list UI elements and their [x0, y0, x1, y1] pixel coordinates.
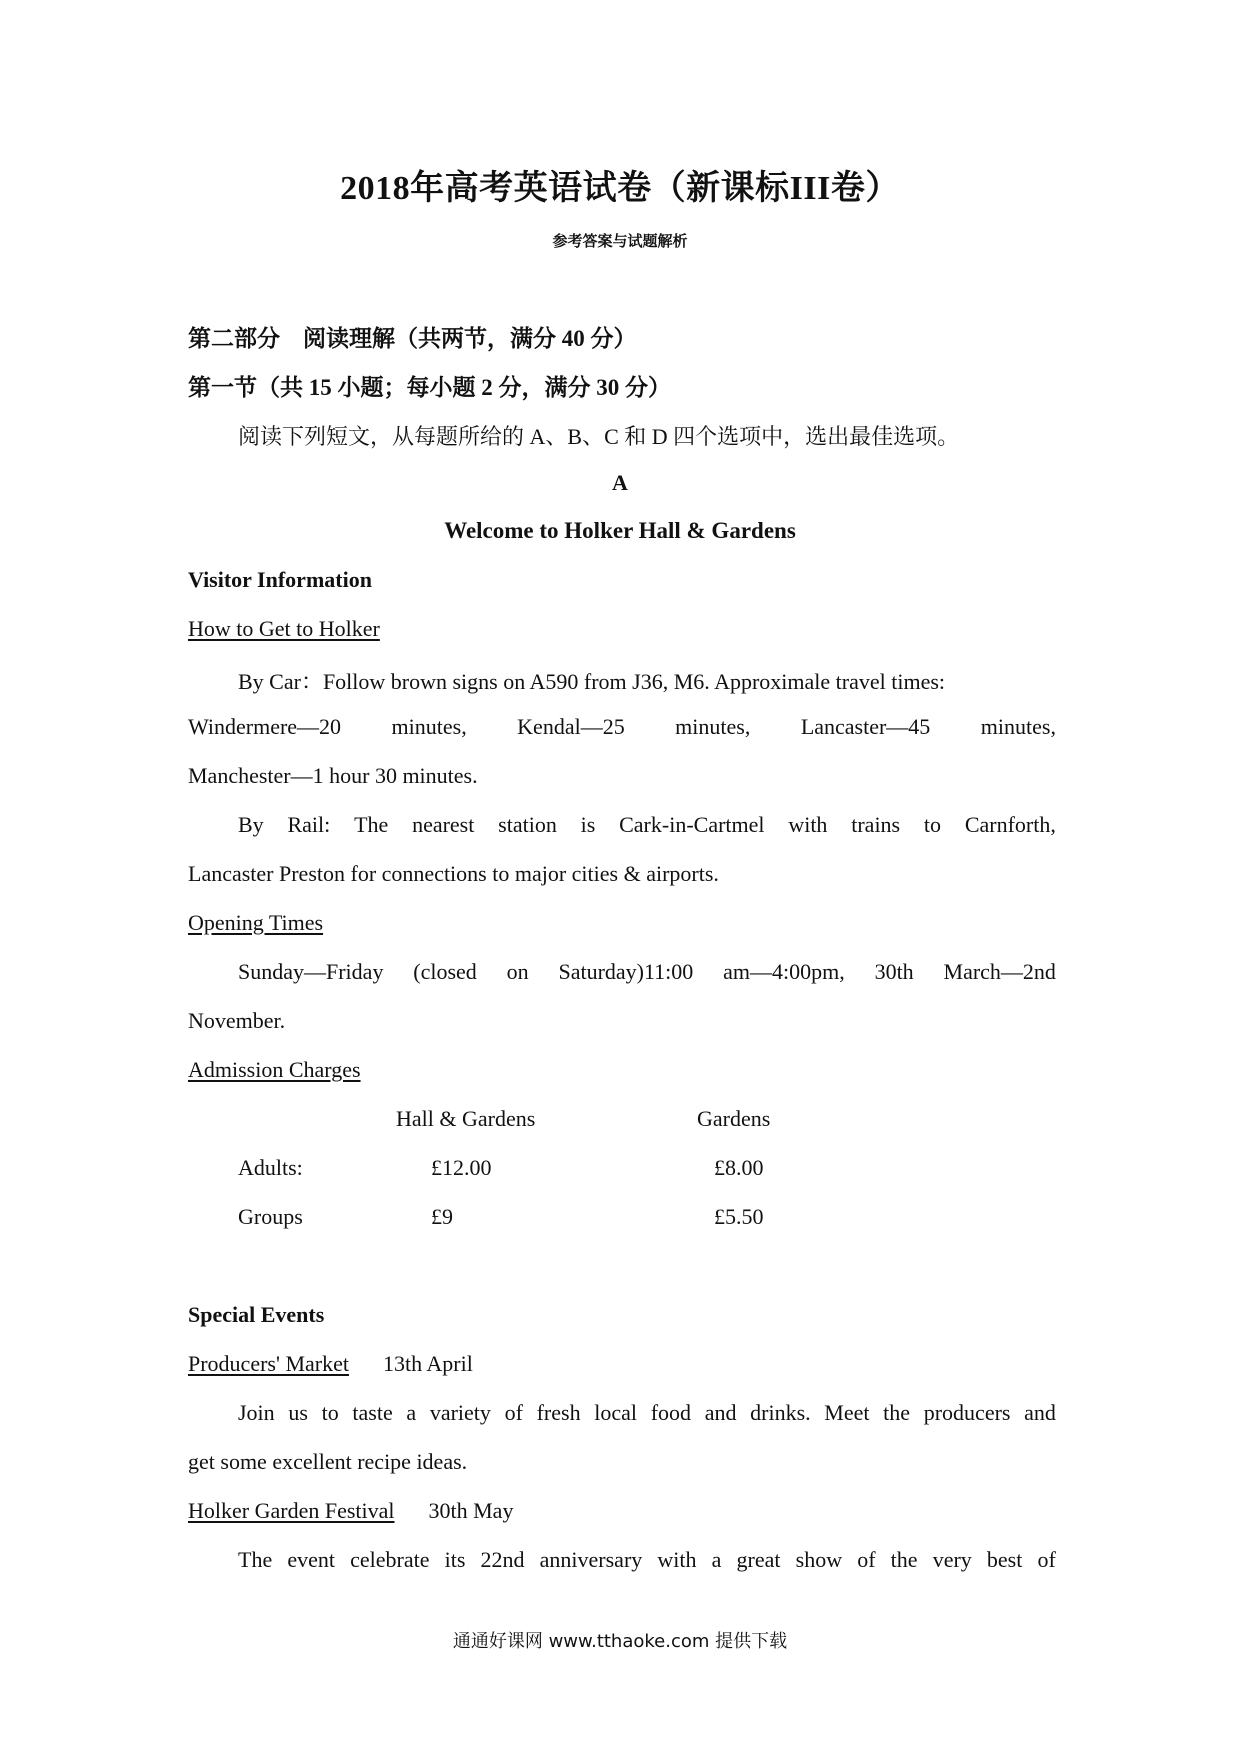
- how-to-get-heading: How to Get to Holker: [188, 616, 380, 641]
- word: to: [321, 1400, 339, 1425]
- word: a: [711, 1547, 722, 1572]
- event-desc-line-1: [238, 1400, 1056, 1426]
- page-subtitle: 参考答案与试题解析: [552, 234, 688, 250]
- word: taste: [352, 1400, 393, 1425]
- word: a: [406, 1400, 417, 1425]
- visitor-info-heading: Visitor Information: [188, 567, 372, 592]
- event-desc-line-1: [238, 1547, 1056, 1573]
- word: Meet: [824, 1400, 870, 1425]
- word: great: [736, 1547, 781, 1572]
- event-producers-market: [188, 1351, 473, 1377]
- word: 30th: [874, 959, 914, 984]
- passage-letter: A: [612, 470, 628, 495]
- word: to: [923, 812, 942, 837]
- section-heading: 第一节（共 15 小题；每小题 2 分，满分 30 分）: [188, 375, 671, 400]
- word: Cark-in-Cartmel: [619, 812, 765, 837]
- word: on: [506, 959, 529, 984]
- admission-col-gardens: Gardens: [697, 1106, 771, 1131]
- by-car-line-2: [188, 714, 1056, 740]
- word: best: [986, 1547, 1023, 1572]
- word: minutes,: [675, 714, 751, 739]
- word: event: [287, 1547, 335, 1572]
- admission-row-label: Groups: [238, 1204, 303, 1229]
- instruction-text: 阅读下列短文，从每题所给的 A、B、C 和 D 四个选项中，选出最佳选项。: [238, 424, 960, 449]
- by-rail-line-1: [238, 812, 1056, 838]
- by-rail-line-2: Lancaster Preston for connections to major cities & airports.: [188, 861, 719, 886]
- by-car-line-3: Manchester—1 hour 30 minutes.: [188, 763, 478, 788]
- word: drinks.: [750, 1400, 811, 1425]
- word: trains: [851, 812, 901, 837]
- word: with: [657, 1547, 697, 1572]
- word: its: [444, 1547, 466, 1572]
- word: Saturday)11:00: [558, 959, 694, 984]
- word: Lancaster—45: [800, 714, 931, 739]
- word: and: [704, 1400, 737, 1425]
- footer-text: 通通好课网 www.tthaoke.com 提供下载: [452, 1631, 788, 1652]
- word: March—2nd: [943, 959, 1056, 984]
- word: local: [594, 1400, 638, 1425]
- by-car-line-1: By Car：Follow brown signs on A590 from J36, M6. Approximale travel times:: [238, 669, 946, 694]
- word: very: [932, 1547, 972, 1572]
- word: Windermere—20: [188, 714, 342, 739]
- word: of: [857, 1547, 876, 1572]
- word: us: [288, 1400, 308, 1425]
- word: food: [650, 1400, 692, 1425]
- word: nearest: [412, 812, 475, 837]
- word: variety: [429, 1400, 491, 1425]
- word: anniversary: [539, 1547, 643, 1572]
- word: of: [504, 1400, 523, 1425]
- event-name: Producers' Market: [188, 1351, 349, 1376]
- word: Join: [238, 1400, 275, 1425]
- word: celebrate: [350, 1547, 430, 1572]
- admission-col-hall-gardens: Hall & Gardens: [396, 1106, 536, 1131]
- page-title: 2018年高考英语试卷（新课标III卷）: [340, 170, 900, 207]
- word: By: [238, 812, 264, 837]
- event-holker-garden-festival: [188, 1498, 513, 1524]
- admission-price: £5.50: [714, 1204, 764, 1229]
- admission-price: £8.00: [714, 1155, 764, 1180]
- word: minutes,: [391, 714, 467, 739]
- word: Rail:: [287, 812, 331, 837]
- word: station: [498, 812, 557, 837]
- word: minutes,: [980, 714, 1056, 739]
- admission-price: £9: [431, 1204, 453, 1229]
- word: show: [795, 1547, 843, 1572]
- admission-price: £12.00: [431, 1155, 492, 1180]
- word: with: [788, 812, 828, 837]
- word: (closed: [413, 959, 477, 984]
- passage-title: Welcome to Holker Hall & Gardens: [444, 518, 796, 543]
- word: is: [580, 812, 596, 837]
- word: producers: [923, 1400, 1011, 1425]
- word: Sunday—Friday: [238, 959, 384, 984]
- word: Carnforth,: [964, 812, 1056, 837]
- opening-times-line-2: November.: [188, 1008, 286, 1033]
- opening-times-line-1: [238, 959, 1056, 985]
- event-date: 30th May: [428, 1498, 514, 1523]
- word: am—4:00pm,: [723, 959, 845, 984]
- admission-heading: Admission Charges: [188, 1057, 361, 1082]
- word: the: [883, 1400, 911, 1425]
- admission-row-label: Adults:: [238, 1155, 303, 1180]
- word: of: [1037, 1547, 1056, 1572]
- word: 22nd: [480, 1547, 525, 1572]
- word: the: [890, 1547, 918, 1572]
- word: The: [238, 1547, 273, 1572]
- word: The: [354, 812, 389, 837]
- opening-times-heading: Opening Times: [188, 910, 324, 935]
- event-desc-line-2: get some excellent recipe ideas.: [188, 1449, 468, 1474]
- word: Kendal—25: [517, 714, 625, 739]
- event-name: Holker Garden Festival: [188, 1498, 395, 1523]
- word: and: [1024, 1400, 1056, 1425]
- special-events-heading: Special Events: [188, 1302, 325, 1327]
- part-heading: 第二部分 阅读理解（共两节，满分 40 分）: [188, 326, 637, 351]
- event-date: 13th April: [382, 1351, 473, 1376]
- word: fresh: [536, 1400, 581, 1425]
